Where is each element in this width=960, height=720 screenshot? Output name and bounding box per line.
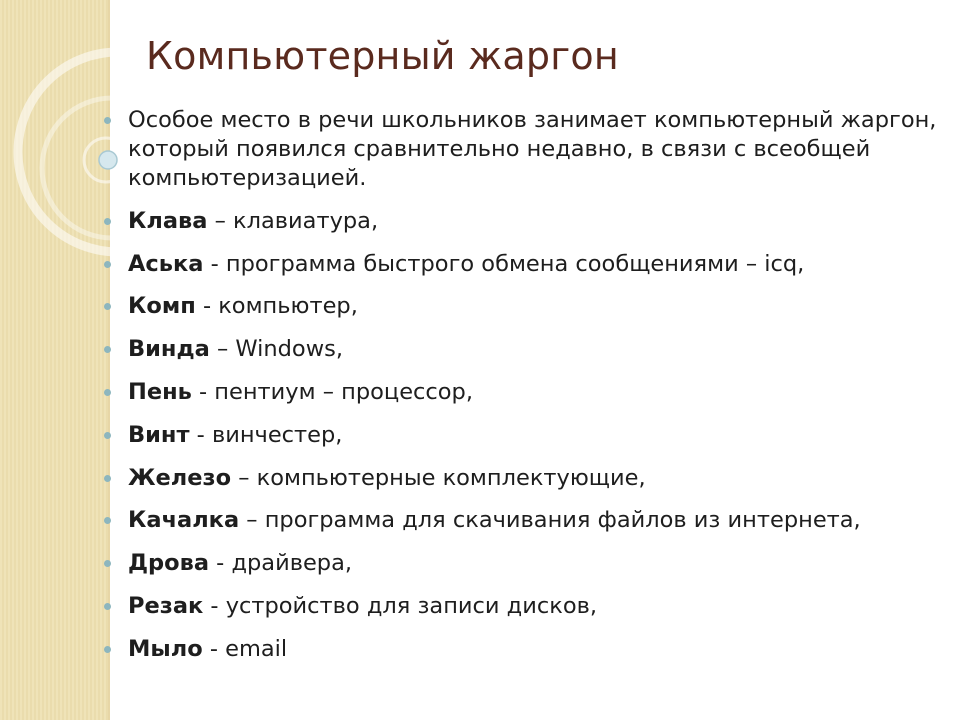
- list-item: [128, 378, 943, 407]
- list-item: [128, 207, 943, 236]
- item-term: Винда: [128, 336, 210, 363]
- list-item: [128, 549, 943, 578]
- content-list: [128, 106, 943, 678]
- list-item: [128, 421, 943, 450]
- item-definition: - компьютер,: [195, 293, 358, 320]
- item-term: Аська: [128, 250, 204, 277]
- item-definition: - пентиум – процессор,: [191, 378, 473, 405]
- list-item: [128, 335, 943, 364]
- item-definition: – Windows,: [209, 336, 343, 363]
- item-definition: - программа быстрого обмена сообщениями – icq,: [203, 250, 805, 277]
- item-term: Пень: [128, 378, 192, 405]
- item-definition: – клавиатура,: [207, 207, 379, 234]
- list-item: [128, 592, 943, 621]
- item-term: Комп: [128, 293, 196, 320]
- item-term: Дрова: [128, 550, 210, 577]
- bullet-icon: [104, 603, 111, 610]
- list-item: [128, 292, 943, 321]
- slide-title: Компьютерный жаргон: [146, 34, 619, 78]
- bullet-icon: [104, 389, 111, 396]
- list-item-intro: [128, 106, 943, 193]
- bullet-icon: [104, 475, 111, 482]
- item-term: Резак: [128, 592, 204, 619]
- item-term: Железо: [128, 464, 232, 491]
- item-term: Мыло: [128, 635, 203, 662]
- item-definition: – компьютерные комплектующие,: [231, 464, 646, 491]
- bullet-icon: [104, 218, 111, 225]
- bullet-icon: [104, 432, 111, 439]
- decorative-dot: [99, 151, 117, 169]
- item-definition: – программа для скачивания файлов из интернета,: [239, 507, 861, 534]
- intro-text: Особое место в речи школьников занимает компьютерный жаргон, который появился сравнительно недавно, в связи с всеобщей компьютеризацией.: [128, 107, 937, 191]
- bullet-icon: [104, 261, 111, 268]
- list-item: [128, 250, 943, 279]
- item-definition: - email: [202, 635, 288, 662]
- bullet-icon: [104, 117, 111, 124]
- item-term: Винт: [128, 421, 190, 448]
- list-item: [128, 464, 943, 493]
- bullet-icon: [104, 646, 111, 653]
- list-item: [128, 635, 943, 664]
- item-definition: - устройство для записи дисков,: [203, 592, 597, 619]
- item-definition: - драйвера,: [209, 550, 353, 577]
- item-definition: - винчестер,: [189, 421, 343, 448]
- item-term: Качалка: [128, 507, 240, 534]
- list-item: [128, 506, 943, 535]
- item-term: Клава: [128, 207, 208, 234]
